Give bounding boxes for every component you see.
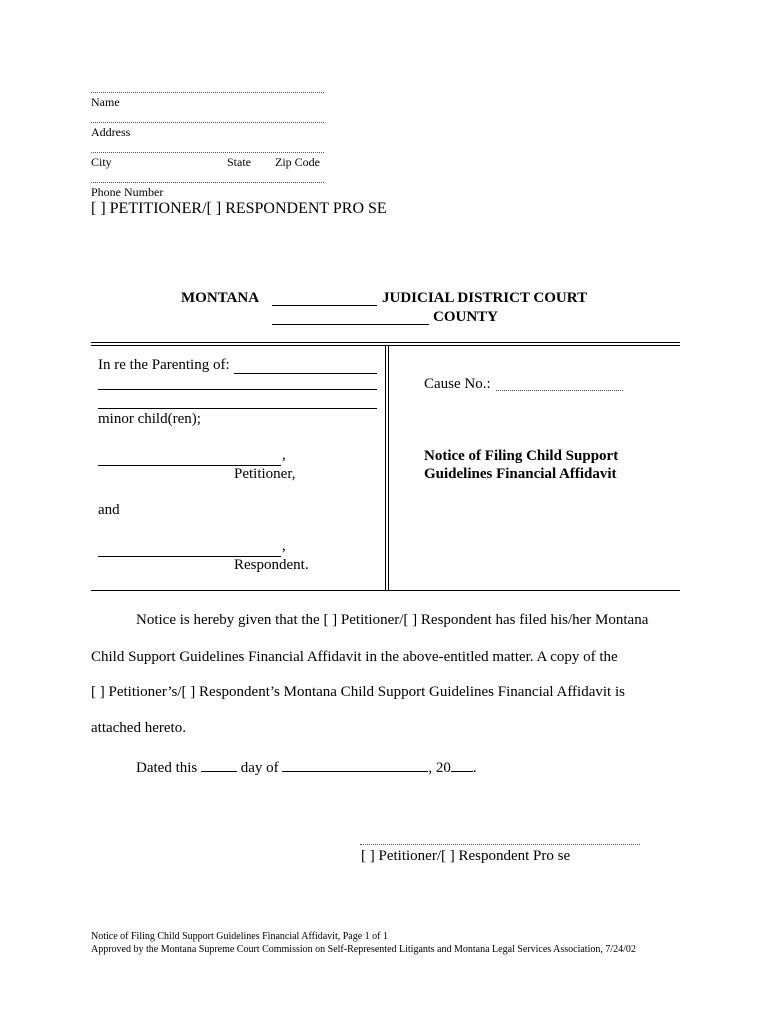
body-line-1: Notice is hereby given that the [ ] Petitioner/[ ] Respondent has filed his/her Montana — [136, 612, 649, 628]
phone-line — [91, 182, 324, 183]
dated-prefix: Dated this — [136, 760, 198, 776]
city-label: City — [91, 155, 112, 169]
body-line-3: [ ] Petitioner’s/[ ] Respondent’s Montana Child Support Guidelines Financial Affidavit is — [91, 684, 625, 700]
respondent-comma: , — [282, 538, 286, 554]
state-label: State — [227, 155, 251, 169]
address-line — [91, 122, 324, 123]
court-county: COUNTY — [433, 309, 499, 325]
dated-end: . — [472, 760, 477, 776]
title-line-2: Guidelines Financial Affidavit — [424, 466, 617, 482]
body-line-2: Child Support Guidelines Financial Affidavit in the above-entitled matter. A copy of the — [91, 649, 618, 665]
caption-divider-left — [385, 346, 386, 590]
signature-label: [ ] Petitioner/[ ] Respondent Pro se — [361, 848, 571, 864]
child-blank-1 — [98, 389, 377, 390]
petitioner-label: Petitioner, — [234, 466, 296, 482]
footer-line-1: Notice of Filing Child Support Guidelines Financial Affidavit, Page 1 of 1 — [91, 931, 389, 942]
party-line: [ ] PETITIONER/[ ] RESPONDENT PRO SE — [91, 200, 387, 217]
caption-top-rule — [91, 342, 680, 343]
caption-divider-right — [388, 346, 389, 590]
title-line-1: Notice of Filing Child Support — [424, 448, 619, 464]
zip-label: Zip Code — [275, 155, 320, 169]
dated-line — [136, 757, 477, 777]
body-line-4: attached hereto. — [91, 720, 186, 736]
respondent-label: Respondent. — [234, 557, 309, 573]
address-label: Address — [91, 125, 131, 139]
cause-no-label: Cause No.: — [424, 376, 491, 392]
name-line — [91, 92, 324, 93]
signature-line — [360, 844, 640, 845]
name-label: Name — [91, 95, 120, 109]
dated-year: , 20 — [428, 760, 451, 776]
court-state: MONTANA — [181, 290, 260, 306]
in-re-blank — [234, 373, 377, 374]
dated-day-blank — [201, 757, 237, 772]
minor-children-label: minor child(ren); — [98, 411, 201, 427]
cause-no-blank — [496, 390, 623, 391]
and-label: and — [98, 502, 120, 518]
petitioner-comma: , — [282, 447, 286, 463]
phone-label: Phone Number — [91, 185, 164, 199]
in-re-label: In re the Parenting of: — [98, 357, 230, 373]
dated-day-of: day of — [240, 760, 279, 776]
footer-line-2: Approved by the Montana Supreme Court Commission on Self-Represented Litigants and Montana Legal Services Association, 7/24/02 — [91, 944, 636, 955]
child-blank-2 — [98, 408, 377, 409]
city-line — [91, 152, 324, 153]
county-blank — [272, 324, 429, 325]
court-district: JUDICIAL DISTRICT COURT — [382, 290, 588, 306]
district-blank — [272, 305, 377, 306]
dated-year-blank — [451, 757, 473, 772]
dated-month-blank — [282, 757, 428, 772]
caption-bottom-rule — [91, 590, 680, 591]
